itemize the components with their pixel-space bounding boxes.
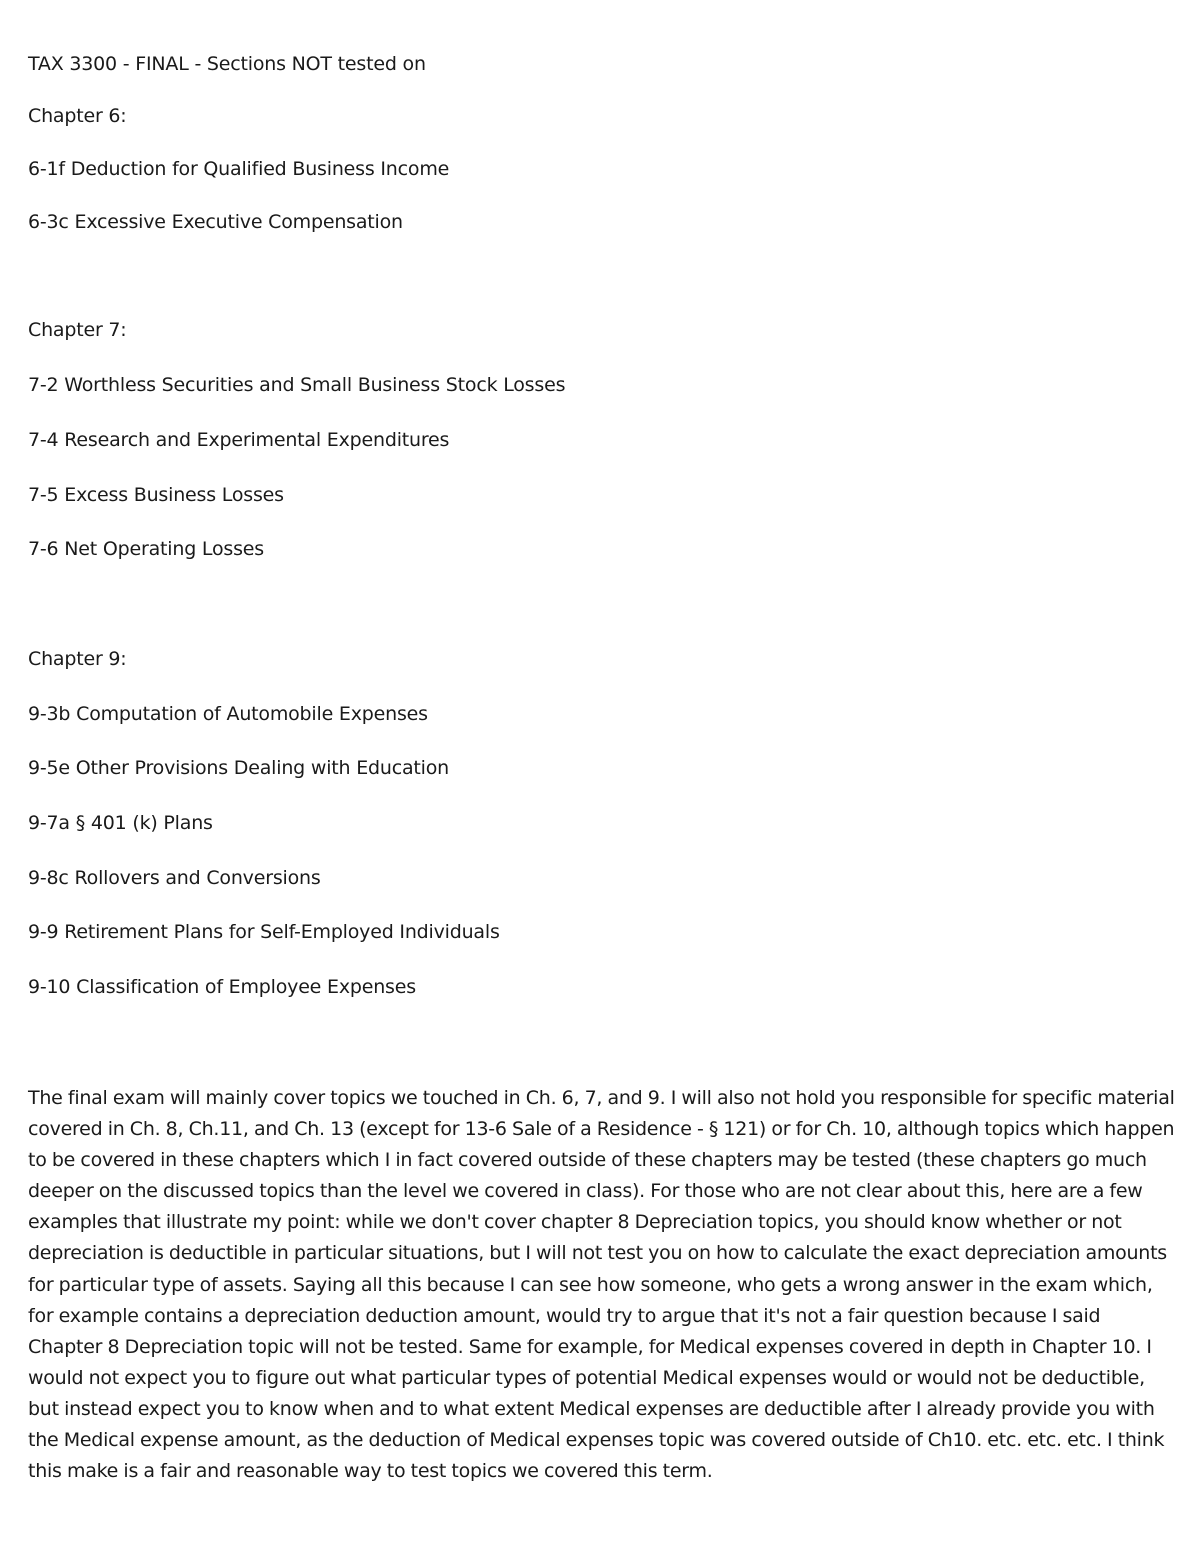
chapter-6-heading: Chapter 6: [28,105,127,127]
chapter-9-item: 9-9 Retirement Plans for Self-Employed Individuals [28,921,500,943]
chapter-7-heading: Chapter 7: [28,319,127,341]
chapter-7-item: 7-6 Net Operating Losses [28,538,264,560]
chapter-9-item: 9-8c Rollovers and Conversions [28,867,321,889]
chapter-9-item: 9-10 Classification of Employee Expenses [28,976,416,998]
chapter-9-item: 9-3b Computation of Automobile Expenses [28,703,428,725]
chapter-7-item: 7-4 Research and Experimental Expenditures [28,429,450,451]
chapter-7-item: 7-5 Excess Business Losses [28,484,284,506]
chapter-9-heading: Chapter 9: [28,648,127,670]
exam-note-paragraph: The final exam will mainly cover topics we touched in Ch. 6, 7, and 9. I will also not hold you responsible for specific material covered in Ch. 8, Ch.11, and Ch. 13 (except for 13-6 Sale of a Residence - § 121) or for Ch. 10, although topics which happen to be covered in these chapters which I in fact covered outside of these chapters may be tested (these chapters go much deeper on the discussed topics than the level we covered in class). For those who are not clear about this, here are a few examples that illustrate my point: while we don't cover chapter 8 Depreciation topics, you should know whether or not depreciation is deductible in particular situations, but I will not test you on how to calculate the exact depreciation amounts for particular type of assets. Saying all this because I can see how someone, who gets a wrong answer in the exam which, for example contains a depreciation deduction amount, would try to argue that it's not a fair question because I said Chapter 8 Depreciation topic will not be tested. Same for example, for Medical expenses covered in depth in Chapter 10. I would not expect you to figure out what particular types of potential Medical expenses would or would not be deductible, but instead expect you to know when and to what extent Medical expenses are deductible after I already provide you with the Medical expense amount, as the deduction of Medical expenses topic was covered outside of Ch10. etc. etc. etc. I think this make is a fair and reasonable way to test topics we covered this term. [28,1087,1175,1483]
chapter-9-item: 9-5e Other Provisions Dealing with Education [28,757,450,779]
chapter-6-item: 6-1f Deduction for Qualified Business Income [28,158,450,180]
chapter-7-item: 7-2 Worthless Securities and Small Business Stock Losses [28,374,566,396]
document-title: TAX 3300 - FINAL - Sections NOT tested on [28,53,426,75]
chapter-9-item: 9-7a § 401 (k) Plans [28,812,213,834]
chapter-6-item: 6-3c Excessive Executive Compensation [28,211,403,233]
